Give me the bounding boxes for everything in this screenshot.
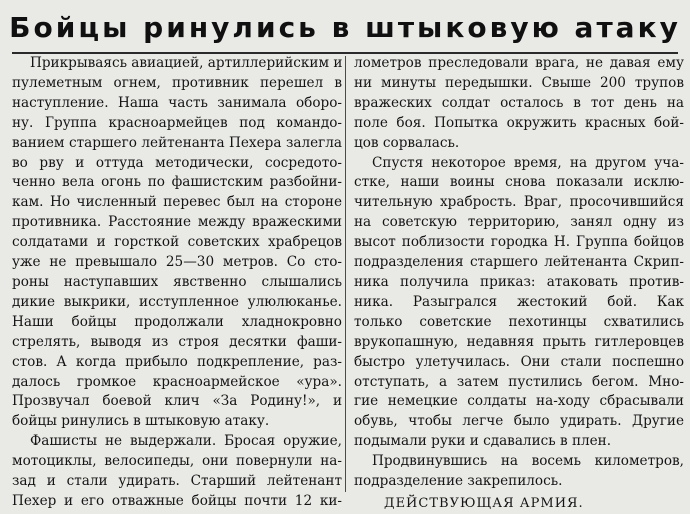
text-line: только советские пехотинцы схватились [354, 313, 684, 330]
text-line: на советскую территорию, занял одну из [354, 214, 684, 231]
text-line: лометров преследовали врага, не давая ему [354, 55, 684, 71]
text-line: вражеских солдат осталось в тот день на [354, 94, 684, 111]
text-line: ну. Группа красноармейцев под командо- [12, 114, 342, 131]
text-line: дикие выкрики, исступленное улюлюканье. [12, 293, 342, 310]
text-line: подразделения старшего лейтенанта Скрип- [354, 254, 684, 271]
article-signature: ДЕЙСТВУЮЩАЯ АРМИЯ. [384, 495, 584, 511]
text-line: поле боя. Попытка окружить красных бой- [354, 114, 684, 131]
text-line: солдатами и горсткой советских храбрецов [12, 234, 342, 251]
column-divider [345, 56, 346, 492]
text-line: Наши бойцы продолжали хладнокровно [12, 313, 342, 330]
text-line: ванием старшего лейтенанта Пехера залегла [12, 134, 342, 151]
text-line: во рву и оттуда методически, сосредото- [12, 154, 342, 171]
text-line: противника. Расстояние между вражескими [12, 214, 342, 231]
text-line: стрелять, выводя из строя десятки фаши- [12, 333, 342, 350]
text-line: Прозвучал боевой клич «За Родину!», и [12, 393, 342, 410]
left-column [12, 54, 342, 509]
text-line: кам. Но численный перевес был на стороне [12, 194, 342, 211]
text-line: Спустя некоторое время, на другом уча- [372, 154, 684, 171]
text-line: подразделение закрепилось. [354, 473, 563, 490]
text-line: пулеметным огнем, противник перешел в [12, 74, 342, 91]
text-line: мотоциклы, велосипеды, они повернули на- [12, 453, 342, 470]
right-column [354, 54, 684, 511]
text-line: Продвинувшись на восемь километров, [372, 453, 684, 470]
text-line: чительную храбрость. Враг, просочившийся [354, 194, 684, 211]
text-line: роны наступавших явственно слышались [12, 273, 342, 290]
text-line: подымали руки и сдавались в плен. [354, 433, 612, 450]
text-line: цов сорвалась. [354, 134, 460, 151]
text-line: ника получила приказ: атаковать против- [354, 273, 684, 290]
text-line: зад и стали удирать. Старший лейтенант [12, 473, 342, 490]
text-line: ни минуты передышки. Свыше 200 трупов [354, 74, 684, 91]
text-line: ника. Разыгрался жестокий бой. Как [354, 293, 684, 310]
text-line: наступление. Наша часть занимала оборо- [12, 94, 342, 111]
text-line: гие немецкие солдаты на-ходу сбрасывали [354, 393, 684, 410]
text-line: далось громкое красноармейское «ура». [12, 373, 342, 390]
text-line: врукопашную, недавняя прыть гитлеровцев [354, 333, 684, 350]
text-line: Фашисты не выдержали. Бросая оружие, [30, 433, 342, 450]
text-line: высот поблизости городка Н. Группа бойцов [354, 234, 684, 251]
text-line: Прикрываясь авиацией, артиллерийским и [30, 55, 342, 71]
text-line: стов. А когда прибыло подкрепление, раз- [12, 353, 342, 370]
article-body [0, 54, 690, 511]
article-headline: Бойцы ринулись в штыковую атаку [9, 11, 681, 44]
text-line: отступать, а затем пустились бегом. Мно- [354, 373, 684, 390]
text-line: быстро улетучилась. Они стали поспешно [354, 353, 684, 370]
text-line: стке, наши воины снова показали исклю- [354, 174, 684, 191]
text-line: бойцы ринулись в штыковую атаку. [12, 413, 270, 430]
text-line: обувь, чтобы легче было удирать. Другие [354, 413, 684, 430]
text-line: ченно вела огонь по фашистским разбойни- [12, 174, 342, 191]
text-line: уже не превышало 25—30 метров. Со сто- [12, 254, 342, 271]
text-line: Пехер и его отважные бойцы почти 12 ки- [12, 492, 342, 509]
